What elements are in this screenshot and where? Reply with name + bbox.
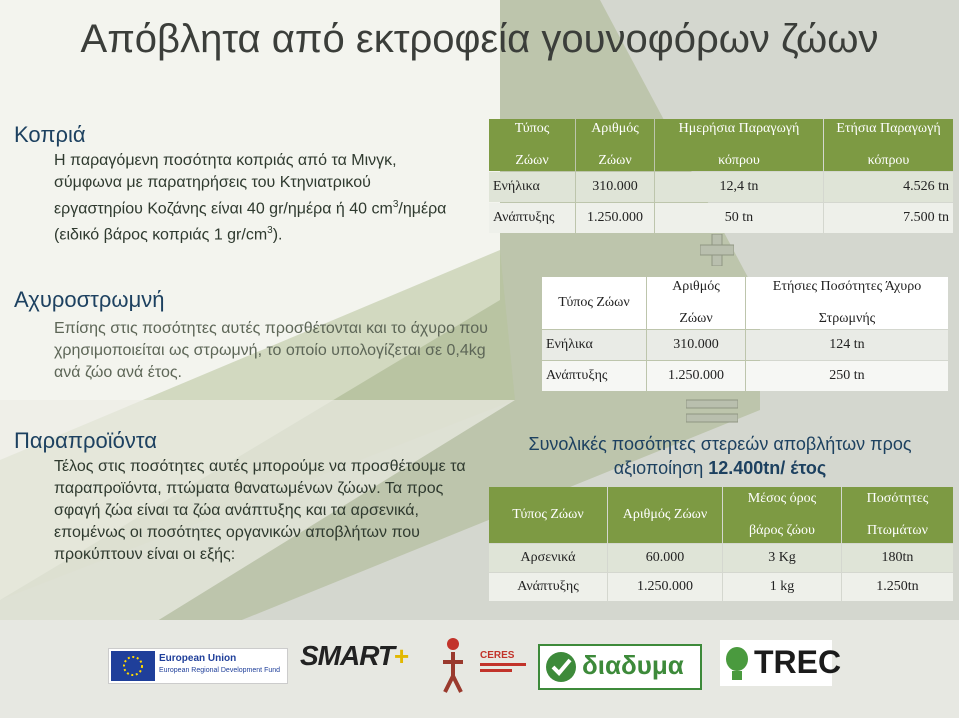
diadyma-logo: διαδυμα (538, 644, 702, 690)
section-text-straw: Επίσης στις ποσότητες αυτές προσθέτονται και το άχυρο που χρησιμοποιείται ως στρωμνή, το οποίο υπολογίζεται σε 0,4kg ανά ζώο ανά έτος. (54, 320, 488, 381)
section-heading-manure: Κοπριά (14, 122, 86, 147)
table-row: Αρσενικά 60.000 3 Kg 180tn (489, 544, 953, 572)
lightbulb-icon (724, 646, 750, 682)
table-row: Ενήλικα 310.000 12,4 tn 4.526 tn (489, 172, 953, 202)
ceres-logo: CERES (480, 650, 526, 680)
section-text-byproducts: Τέλος στις ποσότητες αυτές μπορούμε να προσθέτουμε τα παραπροϊόντα, πτώματα θανατωμένων ζώων. Τα προς σφαγή ζώα είναι τα ζώα ανάπτυξης και τα αρσενικά, επομένως οι ποσότητες οργανικών αποβλήτων που προκύπτουν είναι οι εξής: (54, 458, 466, 563)
table-straw-bedding (541, 276, 949, 392)
section-heading-byproducts: Παραπροϊόντα (14, 428, 157, 453)
section-text-manure: Η παραγόμενη ποσότητα κοπριάς από τα Μινγκ, σύμφωνα με παρατηρήσεις του Κτηνιατρικού εργαστηρίου Κοζάνης είναι 40 gr/ημέρα ή 40 $cm^3$/ημέρα (ειδικό βάρος κοπριάς 1 $gr/cm^3$). (54, 152, 447, 244)
smart-plus-logo: SMART+ (300, 640, 410, 671)
table-header-row: Τύπος Ζώων Αριθμός Ζώων Ετήσιες Ποσότητες Άχυρο Στρωμνής (542, 277, 948, 329)
table-row: Ανάπτυξης 1.250.000 50 tn 7.500 tn (489, 203, 953, 233)
table-row: Ανάπτυξης 1.250.000 1 kg 1.250tn (489, 573, 953, 601)
table-header-row: Τύπος Ζώων Αριθμός Ζώων Μέσος όρος βάρος ζώου Ποσότητες Πτωμάτων (489, 487, 953, 543)
page-title: Απόβλητα από εκτροφεία γουνοφόρων ζώων (80, 17, 879, 61)
eu-logo: European Union European Regional Development Fund (108, 648, 288, 684)
check-leaf-icon (544, 650, 578, 684)
table-manure-production (488, 118, 954, 234)
plus-icon (700, 234, 734, 266)
eu-flag-icon (111, 651, 155, 681)
equals-icon (686, 399, 738, 423)
section-heading-straw: Αχυροστρωμνή (14, 287, 165, 312)
table-row: Ενήλικα 310.000 124 tn (542, 330, 948, 360)
trec-logo: TREC (720, 640, 832, 686)
figure-logo-icon (438, 636, 468, 696)
total-waste-summary: Συνολικές ποσότητες στερεών αποβλήτων προς αξιοποίηση 12.400tn/ έτος (528, 434, 912, 478)
table-header-row: Τύπος Ζώων Αριθμός Ζώων Ημερήσια Παραγωγή κόπρου Ετήσια Παραγωγή κόπρου (489, 119, 953, 171)
table-row: Ανάπτυξης 1.250.000 250 tn (542, 361, 948, 391)
table-carcasses (488, 486, 954, 602)
